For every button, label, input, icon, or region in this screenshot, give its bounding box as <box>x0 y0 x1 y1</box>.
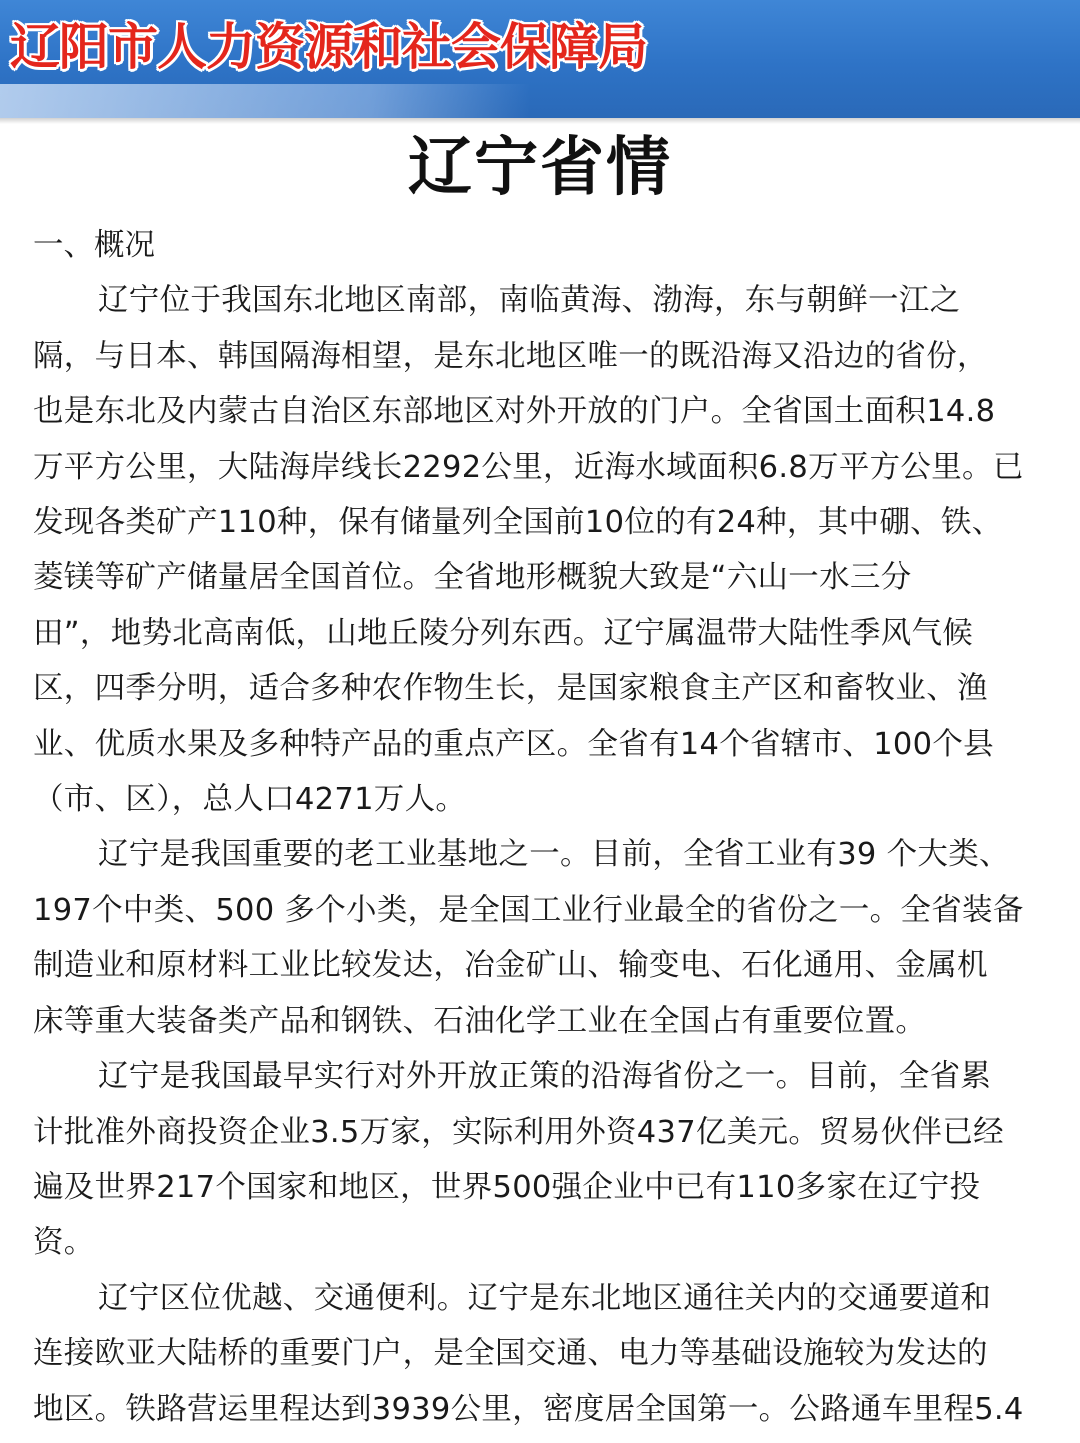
organization-name: 辽阳市人力资源和社会保障局 <box>10 18 647 76</box>
paragraph-industry <box>33 827 1053 1049</box>
paragraph-overview <box>33 273 1053 827</box>
text-line: 辽宁区位优越、交通便利。辽宁是东北地区通往关内的交通要道和 <box>98 1280 992 1316</box>
banner-highlight-band <box>0 84 530 118</box>
text-line: 业、优质水果及多种特产品的重点产区。全省有14个省辖市、100个县 <box>33 726 994 762</box>
document-body <box>33 218 1053 1437</box>
text-line: 制造业和原材料工业比较发达，冶金矿山、输变电、石化通用、金属机 <box>33 948 988 984</box>
text-line: 菱镁等矿产储量居全国首位。全省地形概貌大致是“六山一水三分 <box>33 560 912 596</box>
text-line: 也是东北及内蒙古自治区东部地区对外开放的门户。全省国土面积14.8 <box>33 394 996 430</box>
text-line: 辽宁是我国最早实行对外开放正策的沿海省份之一。目前，全省累 <box>98 1059 992 1095</box>
text-line: 197个中类、500 多个小类，是全国工业行业最全的省份之一。全省装备 <box>33 892 1024 928</box>
banner-shadow <box>0 118 1080 124</box>
text-line: 连接欧亚大陆桥的重要门户，是全国交通、电力等基础设施较为发达的 <box>33 1336 988 1372</box>
text-line: 辽宁位于我国东北地区南部，南临黄海、渤海，东与朝鲜一江之 <box>98 283 961 319</box>
paragraph-transport <box>33 1271 1053 1437</box>
text-line: （市、区），总人口4271万人。 <box>33 782 467 818</box>
section-heading: 一、概况 <box>33 228 155 263</box>
text-line: 区，四季分明，适合多种农作物生长，是国家粮食主产区和畜牧业、渔 <box>33 671 988 707</box>
text-line: 计批准外商投资企业3.5万家，实际利用外资437亿美元。贸易伙伴已经 <box>33 1114 1004 1150</box>
text-line: 遍及世界217个国家和地区，世界500强企业中已有110多家在辽宁投 <box>33 1169 981 1205</box>
text-line: 万平方公里，大陆海岸线长2292公里，近海水域面积6.8万平方公里。已 <box>33 449 1024 485</box>
text-line: 地区。铁路营运里程达到3939公里，密度居全国第一。公路通车里程5.4 <box>33 1391 1024 1427</box>
text-line: 床等重大装备类产品和钢铁、石油化学工业在全国占有重要位置。 <box>33 1003 927 1039</box>
text-line: 发现各类矿产110种，保有储量列全国前10位的有24种，其中硼、铁、 <box>33 505 1003 541</box>
text-line: 田”，地势北高南低，山地丘陵分列东西。辽宁属温带大陆性季风气候 <box>33 615 974 651</box>
text-line: 辽宁是我国重要的老工业基地之一。目前，全省工业有39 个大类、 <box>98 837 1010 873</box>
paragraph-opening-up <box>33 1049 1053 1271</box>
header-banner <box>0 0 1080 118</box>
page-title: 辽宁省情 <box>408 130 672 205</box>
text-line: 隔，与日本、韩国隔海相望，是东北地区唯一的既沿海又沿边的省份， <box>33 338 988 374</box>
text-line: 资。 <box>33 1225 95 1261</box>
